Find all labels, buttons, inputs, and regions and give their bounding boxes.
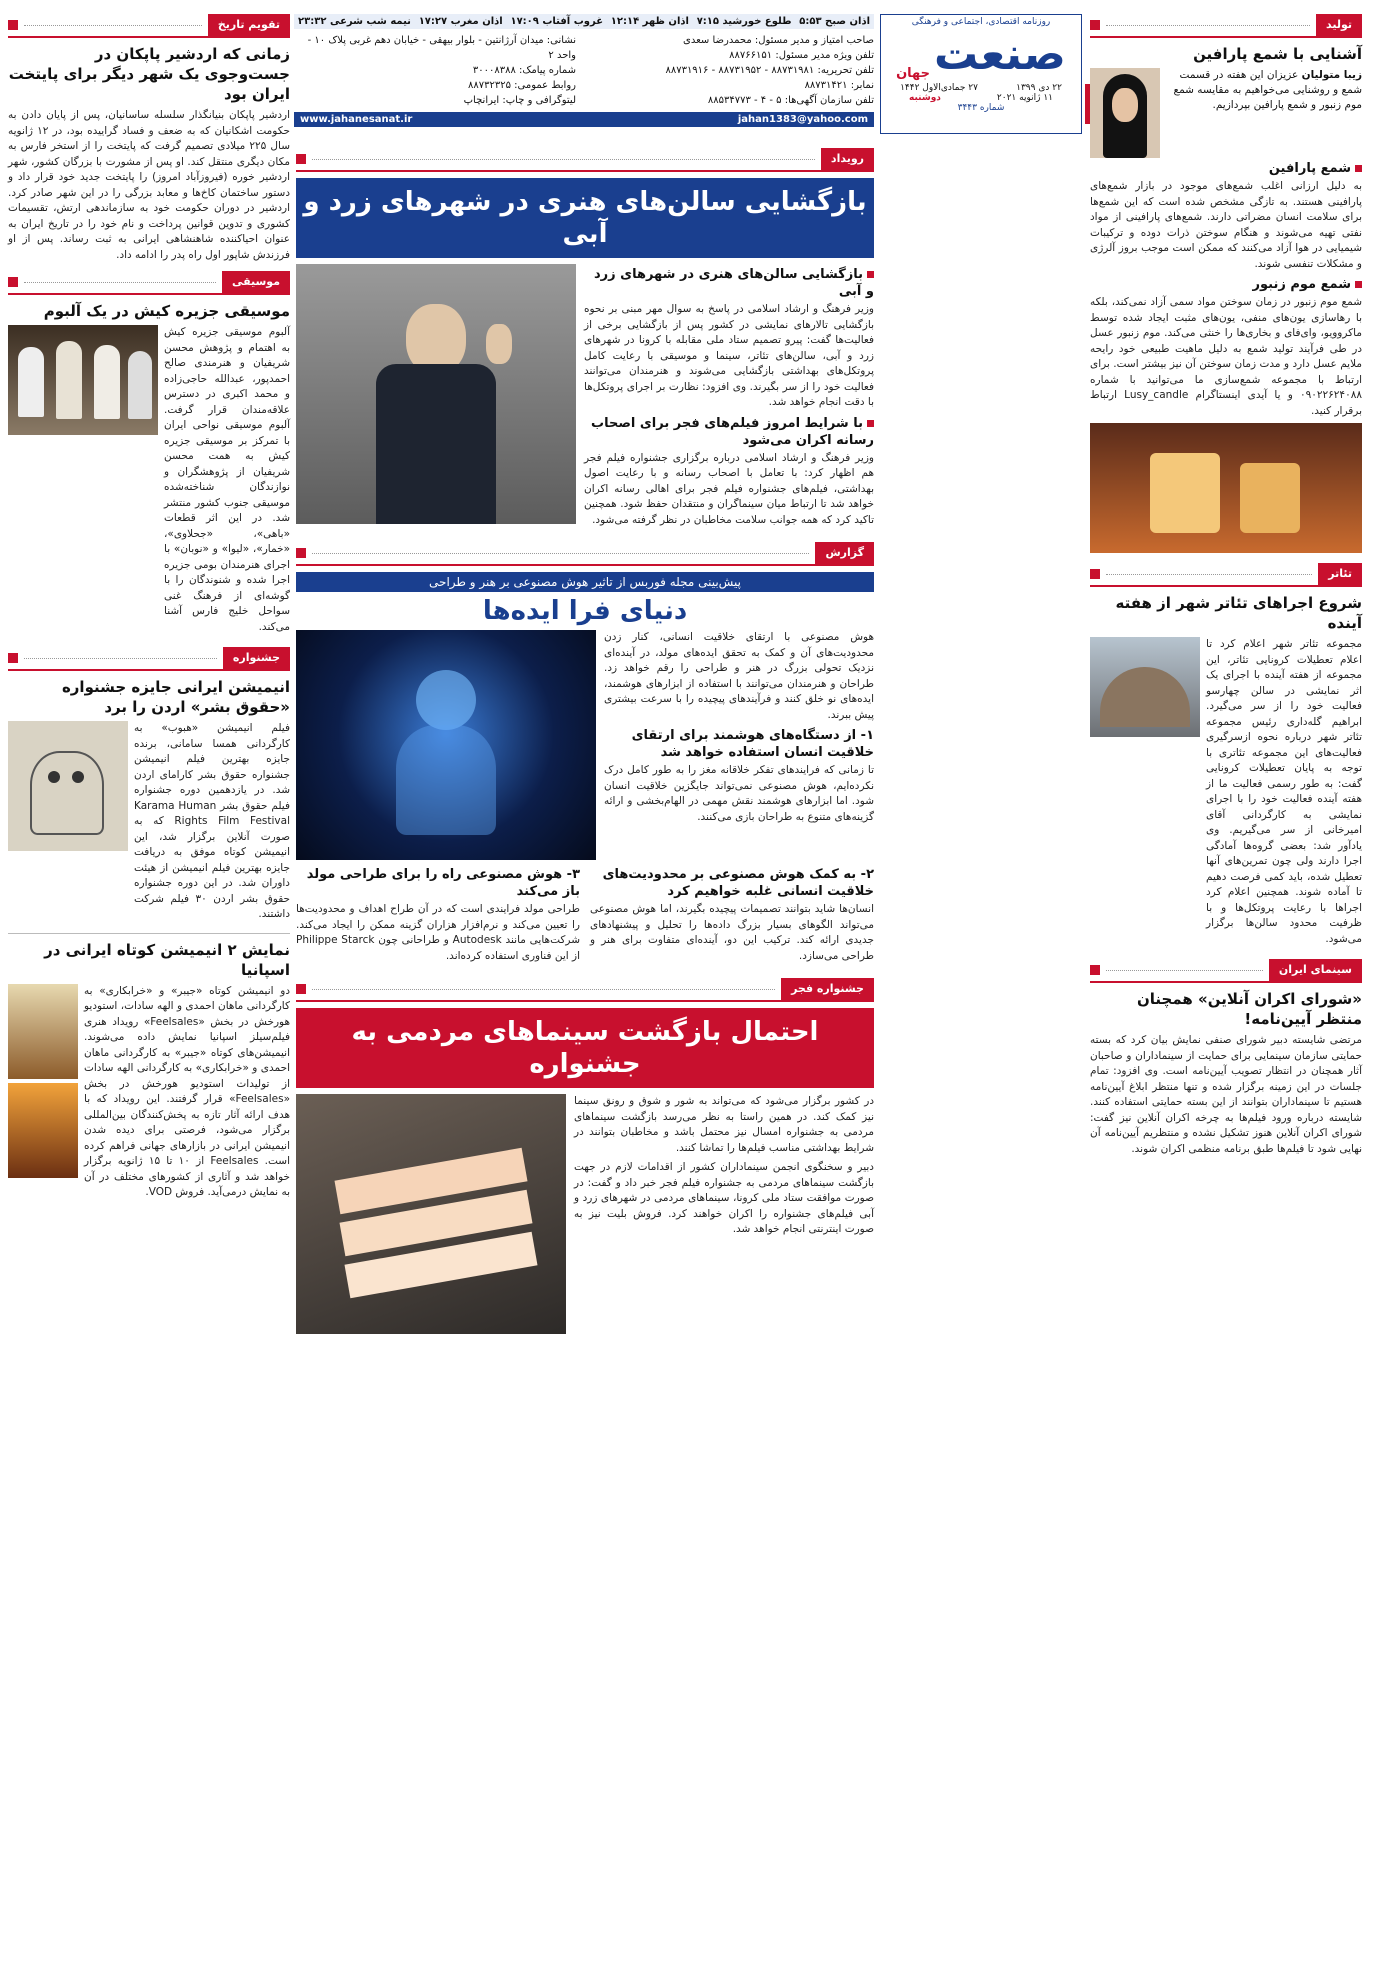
music-title: موسیقی جزیره کیش در یک آلبوم (43, 302, 290, 320)
center-column (296, 148, 874, 1334)
tagline: روزنامه اقتصادی، اجتماعی و فرهنگی (911, 17, 1051, 27)
left-column (8, 14, 290, 1205)
report-kicker: پیش‌بینی مجله فوربس از تاثیر هوش مصنوعی بر هنر و طراحی (296, 572, 874, 592)
animation-photo (8, 721, 128, 851)
author-note: عزیزان این هفته در قسمت شمع و روشنایی می‌خواهیم به مقایسه شمع موم زنبور و شمع پارافین بپردازیم. (1173, 69, 1362, 111)
section-tag-cinema: سینمای ایران (1090, 959, 1362, 983)
poster-photo-1 (8, 984, 78, 1079)
main-body-1: وزیر فرهنگ و ارشاد اسلامی در پاسخ به سوال مهر مبنی بر نحوه بازگشایی تالارهای نمایشی در کشور پس از بازگشایی برخی از فعالیت‌ها گفت: پیرو تصمیم ستاد ملی مقابله با کرونا در شهرهای زرد و آبی، سالن‌های تئاتر، سینما و موسیقی با رعایت کامل پروتکل‌های بهداشتی بازگشایی می‌شوند و هنرمندان می‌توانند فعالیت خود را از سر بگیرند. وی افزود: نظارت بر اجرای پروتکل‌ها با دقت انجام خواهد شد. (584, 303, 874, 408)
report-body-4: طراحی مولد فرایندی است که در آن طراح اهداف و محدودیت‌ها را تعیین می‌کند و نرم‌افزار هزاران گزینه ممکن را ایجاد می‌کند. شرکت‌هایی مانند Autodesk و طراحانی چون Philippe Starck از این فناوری استفاده کرده‌اند. (296, 903, 580, 962)
info-panel (294, 14, 874, 132)
report-body-1: هوش مصنوعی با ارتقای خلاقیت انسانی، کنار زدن محدودیت‌های آن و کمک به تحقق ایده‌های مولد، در آینده‌ای نزدیک تحولی بزرگ در هنر و طراحی را رقم خواهد زد. طراحان و هنرمندان می‌توانند با استفاده از ابزارهای هوشمند، ایده‌های نو خلق کنند و فرآیندهای پیچیده را با سرعت بیشتری پیش ببرند. (604, 631, 874, 721)
section-tag-report: گزارش (296, 542, 874, 566)
report-sub-1: ۱- از دستگاه‌های هوشمند برای ارتقای خلاقیت انسان استفاده خواهد شد (631, 728, 874, 760)
author-name: زیبا متولیان (1301, 69, 1362, 81)
animation-title: انیمیشن ایرانی جایزه جشنواره «حقوق بشر» اردن را برد (61, 678, 290, 716)
masthead: روزنامه اقتصادی، اجتماعی و فرهنگی صنعت جهان ۲۲ دی ۱۳۹۹ ۲۷ جمادی‌الاول ۱۴۴۲ ۱۱ ژانویه ۲۰۲۱ دوشنبه شماره ۳۴۴۳ (880, 14, 1082, 134)
minister-photo (296, 264, 576, 524)
section-tag-production: تولید (1090, 14, 1362, 38)
main-headline: بازگشایی سالن‌های هنری در شهرهای زرد و آبی (296, 178, 874, 258)
music-body: آلبوم موسیقی جزیره کیش به اهتمام و پژوهش محسن شریفیان و هنرمندی صالح احمدپور، عبدالله حاجی‌زاده و محمد اکبری در دسترس علاقه‌مندان قرار گرفت. آلبوم موسیقی نواحی ایران با تمرکز بر موسیقی جزیره کیش به همت محسن شریفیان از پژوهشگران و نوازندگان شناخته‌شده موسیقی جنوب کشور منتشر شد. در این اثر قطعات «باهی»، «جحلاوی»، «خمار»، «لیوا» و «نوبان» با اجرای هنرمندان بومی جزیره اجرا شده و شنوندگان را با گوشه‌ای از فرهنگ غنی سواحل خلیج فارس آشنا می‌کند. (164, 326, 290, 633)
candle-body-1: به دلیل ارزانی اغلب شمع‌های موجود در بازار شمع‌های پارافینی هستند. به تازگی مشخص شده است که این شمع‌ها برای سلامت انسان مضراتی دارند. شمع‌های پارافینی از مواد نفتی تهیه می‌شوند و هنگام سوختن ذرات دوده و ترکیبات شیمیایی در هوا آزاد می‌کنند که ممکن است موجب بروز آلرژی و مشکلات تنفسی شوند. (1090, 180, 1362, 270)
section-tag-fajr: جشنواره فجر (296, 978, 874, 1002)
main-lead-title: بازگشایی سالن‌های هنری در شهرهای زرد و آبی (593, 267, 874, 299)
tickets-photo (296, 1094, 566, 1334)
section-tag-calendar: تقویم تاریخ (8, 14, 290, 38)
main-body-2: وزیر فرهنگ و ارشاد اسلامی درباره برگزاری جشنواره فیلم فجر هم اظهار کرد: با تعامل با اصحاب رسانه و با رعایت اصول بهداشتی، فیلم‌های جشنواره فیلم فجر برای اهالی رسانه اکران خواهد شد تا ارتباط میان سینماگران و منتقدان حفظ شود. همچنین تاکید کرد که همه جوانب سلامت مخاطبان در نظر گرفته می‌شود. (584, 451, 874, 526)
paper-prefix: جهان (896, 66, 931, 81)
right-column (1090, 14, 1362, 1161)
main-sub-2: با شرایط امروز فیلم‌های فجر برای اصحاب رسانه اکران می‌شود (591, 415, 874, 448)
paper-name: صنعت (934, 29, 1066, 80)
spain-title: نمایش ۲ انیمیشن کوتاه ایرانی در اسپانیا (44, 940, 290, 979)
email-link[interactable]: jahan1383@yahoo.com (737, 114, 868, 125)
fajr-body-2: دبیر و سخنگوی انجمن سینماداران کشور از اقدامات لازم در جهت بازگشت سینماهای مردمی به جشنواره فیلم فجر خبر داد و گفت: در صورت موافقت ستاد ملی کرونا، سینماهای مردمی در شهرهای زرد و آبی فیلم‌های جشنواره را اکران خواهند کرد. فروش بلیت نیز به صورت اینترنتی انجام خواهد شد. (574, 1161, 874, 1235)
history-title: زمانی که اردشیر پاپکان در جست‌وجوی یک شهر دیگر برای پایتخت ایران بود (8, 45, 290, 103)
ai-photo (296, 630, 596, 860)
candle-photo (1090, 423, 1362, 553)
section-tag-music: موسیقی (8, 271, 290, 295)
candle-sub-1: شمع پارافین (1090, 160, 1362, 177)
candle-sub-2: شمع موم زنبور (1090, 276, 1362, 293)
history-body: اردشیر پاپکان بنیانگذار سلسله ساسانیان، پس از پایان دادن به حکومت اشکانیان که به ضعف و فساد گراییده بود، در ۱۲ ژانویه سال ۲۲۵ میلادی تصمیم گرفت که پایتخت را از استخر فارس به مکان دیگری منتقل کند. او پس از مشورت با بزرگان کشور، شهر اردشیر خوره (فیروزآباد امروز) را پایتخت جدید خود قرار داد و دستور ساختمان کاخ‌ها و معابد بزرگی را در این شهر صادر کرد. اردشیر در دوران حکومت خود به سازماندهی ارتش، تقسیمات کشوری و تدوین قوانین پرداخت و نام خود را در تاریخ ایران به عنوان احیاکننده شاهنشاهی ایرانی به ثبت رساند. پس از او فرزندش شاپور اول راه پدر را ادامه داد. (8, 109, 290, 261)
theater-title: شروع اجراهای تئاتر شهر از هفته آینده (1115, 594, 1362, 632)
report-sub-3: ۳- هوش مصنوعی راه را برای طراحی مولد باز می‌کند (306, 867, 580, 899)
report-body-3: انسان‌ها شاید بتوانند تصمیمات پیچیده بگیرند، اما هوش مصنوعی می‌تواند الگوهای بسیار بزرگ داده‌ها را تحلیل و پیشنهادهای جدیدی ارائه کند. ترکیب این دو، آینده‌ای متفاوت برای هنر و طراحی می‌سازد. (590, 903, 874, 962)
fajr-headline: احتمال بازگشت سینماهای مردمی به جشنواره (296, 1008, 874, 1088)
section-tag-event: رویداد (296, 148, 874, 172)
fajr-body-1: در کشور برگزار می‌شود که می‌تواند به شور و شوق و رونق سینما نیز کمک کند. در همین راستا به نظر می‌رسد بازگشت سینماهای مردمی به جشنواره امسال نیز محتمل باشد و مخاطبان بتوانند در شرایط بهداشتی مناسب فیلم‌ها را تماشا کنند. (574, 1095, 874, 1154)
theater-body: مجموعه تئاتر شهر اعلام کرد تا اعلام تعطیلات کرونایی تئاتر، این مجموعه از هفته آینده با اجرای یک اثر نمایشی در سالن چهارسو فعالیت خود را از سر می‌گیرد. ابراهیم گله‌داری رئیس مجموعه تئاتر شهر درباره نحوه ازسرگیری فعالیت‌های این مجموعه تئاتری با توجه به پایان تعطیلات کرونایی گفت: به طور رسمی فعالیت ما از هفته آینده فعالیت خود را با اجرای نمایشی به کارگردانی آقای امیرخانی از سر می‌گیریم. وی یادآور شد: بعضی گروه‌ها آمادگی اجرا دارند ولی چون تمرین‌های آنها تعطیل شده، باید کمی فرصت دهیم تا آماده شوند. همچنین اعلام کرد اجراها با رعایت پروتکل‌ها و با ظرفیت محدود سالن‌ها برگزار می‌شود. (1206, 638, 1362, 945)
poster-photo-2 (8, 1083, 78, 1178)
section-tag-festival: جشنواره (8, 647, 290, 671)
report-sub-2: ۲- به کمک هوش مصنوعی بر محدودیت‌های خلاقیت انسانی غلبه خواهیم کرد (602, 867, 874, 899)
section-tag-theater: تئاتر (1090, 563, 1362, 587)
candle-title: آشنایی با شمع پارافین (1193, 45, 1362, 63)
author-avatar (1090, 68, 1160, 158)
music-photo (8, 325, 158, 435)
cinema-title: «شورای اکران آنلاین» همچنان منتظر آیین‌نامه! (1137, 990, 1362, 1028)
prayer-times: اذان صبح ۵:۵۳ طلوع خورشید ۷:۱۵ اذان ظهر ۱۲:۱۴ غروب آفتاب ۱۷:۰۹ اذان مغرب ۱۷:۲۷ نیمه شب شرعی ۲۳:۳۲ (294, 14, 874, 29)
candle-body-2: شمع موم زنبور در زمان سوختن مواد سمی آزاد نمی‌کند، بلکه با رهاسازی یون‌های منفی، یون‌های مثبت ایجاد شده توسط ماکروویو، وای‌فای و بخاری‌ها را خنثی می‌کند. موم زنبور عسل در طی فرآیند تولید شمع به دلیل ماهیت طبیعی خود رایحه ملایم عسل دارد و مدت زمان سوختن آن نیز بیشتر است. برای ارتباط با مجموعه شمع‌سازی ما می‌توانید با شماره ۰۹۰۲۲۶۲۴۰۸۸ و یا آیدی اینستاگرام Lusy_candle ارتباط برقرار کنید. (1090, 296, 1362, 417)
spain-body: دو انیمیشن کوتاه «جیبر» و «خرابکاری» به کارگردانی ماهان احمدی و الهه سادات، استودیو هورخش در بخش «Feelsales» رویداد هنری فیلم‌سیلز اسپانیا نمایش داده می‌شوند. انیمیشن‌های کوتاه «جیبر» به کارگردانی ماهان احمدی و «خرابکاری» به کارگردانی الهه سادات از تولیدات استودیو هورخش در بخش «Feelsales» قرار گرفتند. این رویداد که با هدف ارائه آثار تازه به پخش‌کنندگان بین‌المللی برگزار می‌شود، فرصتی برای دیده شدن انیمیشن ایرانی در بازارهای جهانی فراهم کرده است. Feelsales از ۱۰ تا ۱۵ ژانویه برگزار خواهد شد و آثاری از کشورهای مختلف در آن به نمایش درمی‌آید. فروش VOD. (84, 984, 290, 1198)
animation-body: فیلم انیمیشن «هبوب» به کارگردانی همسا سامانی، برنده جایزه بهترین فیلم انیمیشن جشنواره حقوق بشر کارامای اردن شد. در یازدهمین دوره جشنواره فیلم حقوق بشر Karama Human Rights Film Festival که به صورت آنلاین برگزار شد، این انیمیشن کوتاه موفق به دریافت جایزه بهترین فیلم انیمیشن از هیئت داوران شد. در این دوره جشنواره حقوق بشر اردن ۳۰ فیلم شرکت داشتند. (134, 722, 290, 920)
address-info: نشانی: میدان آرژانتین - بلوار بیهقی - خیابان دهم غربی پلاک ۱۰ - واحد ۲ شماره پیامک: ۳۰۰۰۸۳۸۸ روابط عمومی: ۸۸۷۳۲۳۲۵ لیتوگرافی و چاپ: ایرانچاپ (307, 35, 576, 106)
cinema-body: مرتضی شایسته دبیر شورای صنفی نمایش بیان کرد که بسته حمایتی سازمان سینمایی برای حمایت از سینماداران و صاحبان آثار همچنان در انتظار تصویب آیین‌نامه است. وی افزود: تمام جلسات در این زمینه برگزار شده و تنها منتظر ابلاغ آیین‌نامه هستیم تا سینماداران بتوانند از این بسته حمایتی استفاده کنند. شایسته درباره ورود فیلم‌ها به چرخه اکران آنلاین نیز گفت: شورای اکران آنلاین هنوز تشکیل نشده و منتظریم آیین‌نامه آن نهایی شود تا فیلم‌ها طبق برنامه منظمی اکران شوند. (1090, 1034, 1362, 1155)
contact-info: صاحب امتیاز و مدیر مسئول: محمدرضا سعدی تلفن ویژه مدیر مسئول: ۸۸۷۶۶۱۵۱ تلفن تحریریه: ۸۸۷۳۱۹۸۱ - ۸۸۷۳۱۹۵۲ - ۸۸۷۳۱۹۱۶ نمابر: ۸۸۷۳۱۴۲۱ تلفن سازمان آگهی‌ها: ۵ - ۴ - ۸۸۵۳۴۷۷۳ (665, 35, 874, 106)
report-body-2: تا زمانی که فرایندهای تفکر خلاقانه مغز را به طور کامل درک نکرده‌ایم، هوش مصنوعی نمی‌تواند جایگزین خلاقیت انسان شود. اما ابزارهای هوشمند نقش مهمی در الهام‌بخشی و ارائه گزینه‌های متنوع به طراحان بازی می‌کنند. (604, 764, 874, 823)
report-headline: دنیای فرا ایده‌ها (482, 596, 688, 626)
theater-photo (1090, 637, 1200, 737)
website-link[interactable]: www.jahanesanat.ir (300, 114, 413, 125)
